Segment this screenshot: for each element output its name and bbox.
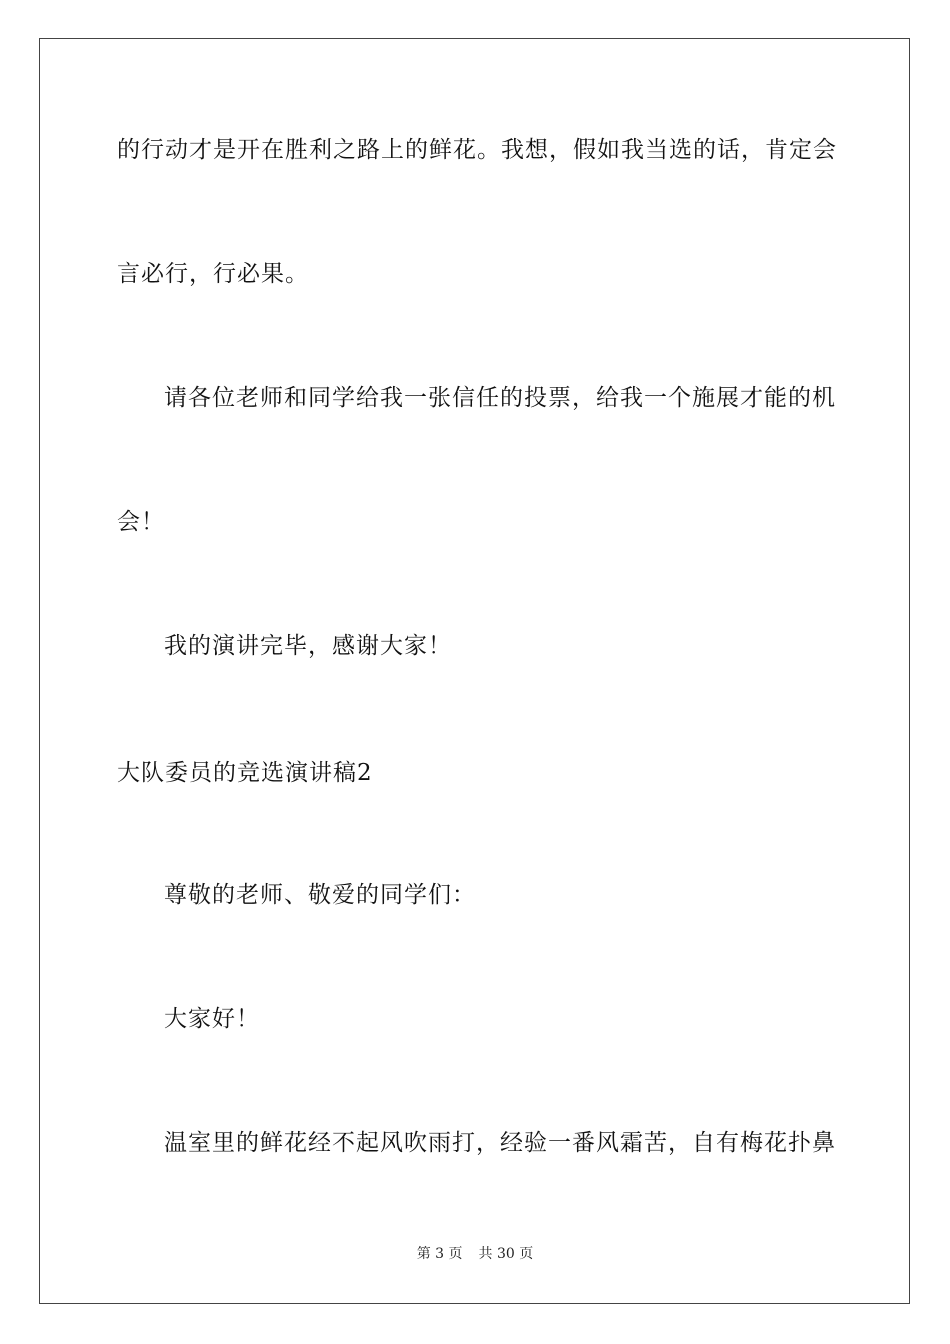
page-total: 共 30 页 xyxy=(478,1246,534,1262)
page-border xyxy=(39,38,910,1304)
page-footer xyxy=(0,1244,950,1264)
paragraph-line: 温室里的鲜花经不起风吹雨打，经验一番风霜苦，自有梅花扑鼻 xyxy=(164,1130,836,1156)
paragraph-line: 言必行，行必果。 xyxy=(117,261,309,287)
paragraph-line: 我的演讲完毕，感谢大家！ xyxy=(164,633,452,659)
salutation: 尊敬的老师、敬爱的同学们： xyxy=(164,882,476,908)
paragraph-line: 请各位老师和同学给我一张信任的投票，给我一个施展才能的机 xyxy=(164,385,836,411)
section-heading: 大队委员的竞选演讲稿2 xyxy=(117,760,373,786)
page-number: 第 3 页 xyxy=(416,1246,463,1262)
paragraph-line: 的行动才是开在胜利之路上的鲜花。我想，假如我当选的话，肯定会 xyxy=(117,137,837,163)
paragraph-line: 会！ xyxy=(117,509,165,535)
greeting: 大家好！ xyxy=(164,1006,260,1032)
